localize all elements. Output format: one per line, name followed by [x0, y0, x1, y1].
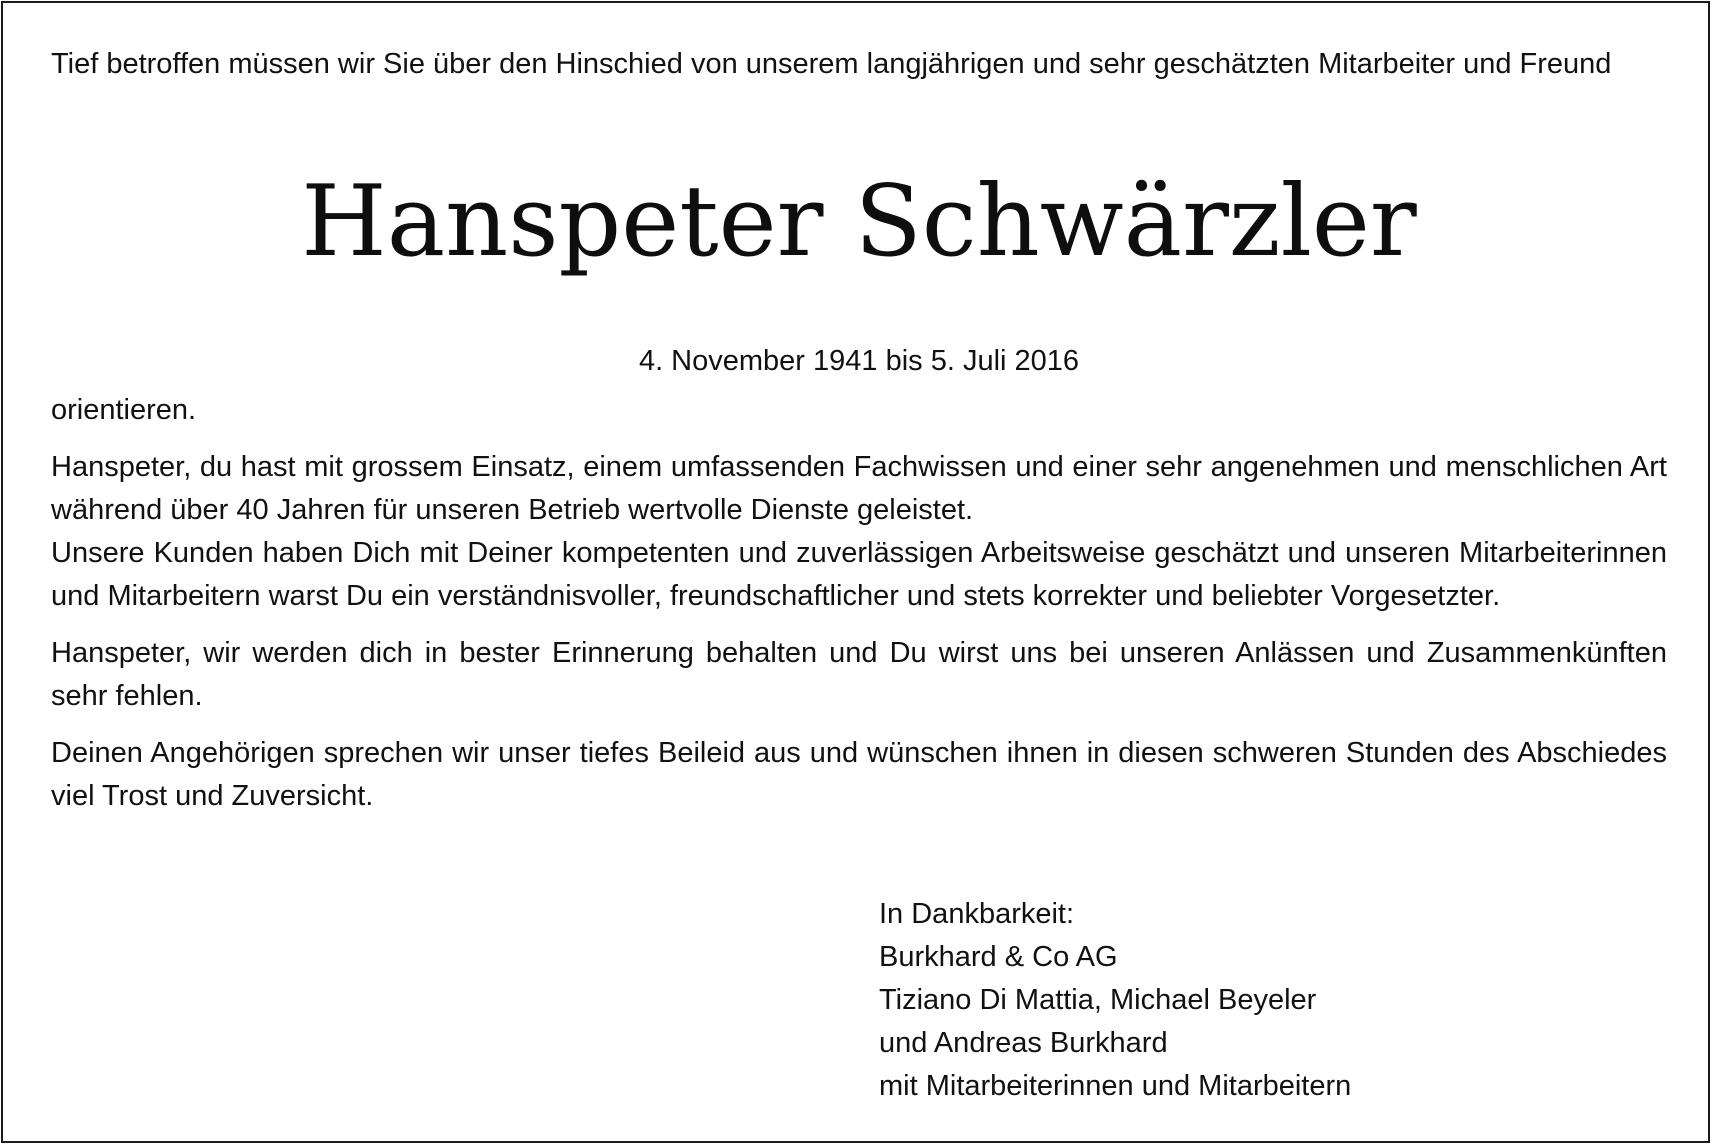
signature-line: In Dankbarkeit: — [879, 898, 1075, 930]
deceased-name: Hanspeter Schwärzler — [301, 165, 1417, 279]
signature-staff: mit Mitarbeiterinnen und Mitarbeitern — [879, 1070, 1352, 1102]
signature-block — [879, 893, 1639, 1108]
life-dates: 4. November 1941 bis 5. Juli 2016 — [638, 345, 1080, 377]
signature-names-cont: und Andreas Burkhard — [879, 1027, 1168, 1059]
notice-content — [51, 43, 1667, 1102]
intro-text: Tief betroffen müssen wir Sie über den Hinschied von unserem langjährigen und sehr geschätzten Mitarbeiter und Freund — [51, 48, 1612, 80]
paragraph-customers: Unsere Kunden haben Dich mit Deiner kompetenten und zuverlässigen Arbeitsweise geschätzt und unseren Mitarbeiterinnen und Mitarbeitern warst Du ein verständnisvoller, freundschaftlicher und stets korrekter und beliebter Vorgesetzter. — [51, 537, 1667, 612]
signature-company: Burkhard & Co AG — [879, 941, 1118, 973]
paragraph-orientieren: orientieren. — [51, 394, 197, 426]
paragraph-tribute: Hanspeter, du hast mit grossem Einsatz, einem umfassenden Fachwissen und einer sehr angenehmen und menschlichen Art während über 40 Jahren für unseren Betrieb wertvolle Dienste geleistet. — [51, 451, 1667, 526]
paragraph-memory: Hanspeter, wir werden dich in bester Erinnerung behalten und Du wirst uns bei unseren Anlässen und Zusammenkünften sehr fehlen. — [51, 637, 1667, 712]
body-text — [51, 389, 1667, 818]
obituary-notice — [1, 1, 1710, 1143]
paragraph-condolences: Deinen Angehörigen sprechen wir unser tiefes Beileid aus und wünschen ihnen in diesen schweren Stunden des Abschiedes viel Trost und Zuversicht. — [51, 737, 1667, 812]
signature-names: Tiziano Di Mattia, Michael Beyeler — [879, 984, 1317, 1016]
